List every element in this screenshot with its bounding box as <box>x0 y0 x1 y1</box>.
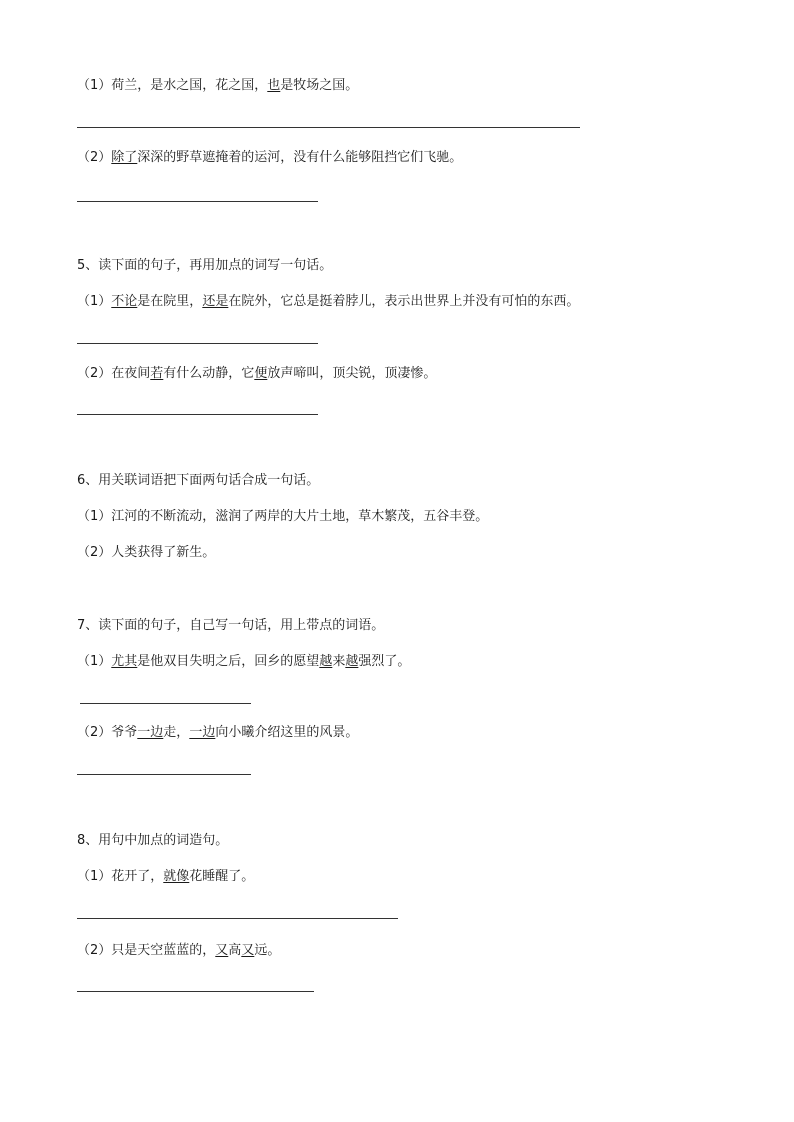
sentence-1-2: （2）除了深深的野草遮掩着的运河，没有什么能够阻挡它们飞驰。 <box>77 150 463 165</box>
answer-line[interactable] <box>77 991 314 992</box>
sentence-7-2: （2）爷爷一边走，一边向小曦介绍这里的风景。 <box>77 725 359 740</box>
marked-word: 越 <box>319 654 333 669</box>
question-6-heading: 6、用关联词语把下面两句话合成一句话。 <box>77 473 320 488</box>
marked-word: 便 <box>254 366 268 381</box>
answer-line[interactable] <box>77 918 398 919</box>
question-5-heading: 5、读下面的句子，再用加点的词写一句话。 <box>77 258 333 273</box>
sentence-1-1: （1）荷兰，是水之国，花之国，也是牧场之国。 <box>77 78 359 93</box>
sentence-6-1: （1）江河的不断流动，滋润了两岸的大片土地，草木繁茂，五谷丰登。 <box>77 509 489 524</box>
marked-word: 一边 <box>189 725 216 740</box>
question-8-heading: 8、用句中加点的词造句。 <box>77 833 229 848</box>
marked-word: 越 <box>345 654 359 669</box>
marked-word: 不论 <box>111 294 138 309</box>
sentence-8-1: （1）花开了，就像花睡醒了。 <box>77 869 255 884</box>
sentence-7-1: （1）尤其是他双目失明之后，回乡的愿望越来越强烈了。 <box>77 654 411 669</box>
marked-word: 尤其 <box>111 654 138 669</box>
marked-word: 又 <box>241 943 255 958</box>
answer-line[interactable] <box>77 201 318 202</box>
marked-word: 一边 <box>137 725 164 740</box>
question-7-heading: 7、读下面的句子，自己写一句话，用上带点的词语。 <box>77 618 385 633</box>
marked-word: 若 <box>150 366 164 381</box>
marked-word: 也 <box>267 78 281 93</box>
sentence-6-2: （2）人类获得了新生。 <box>77 545 216 560</box>
answer-line[interactable] <box>80 703 251 704</box>
sentence-5-2: （2）在夜间若有什么动静，它便放声啼叫，顶尖锐，顶凄惨。 <box>77 366 437 381</box>
answer-line[interactable] <box>77 774 251 775</box>
sentence-8-2: （2）只是天空蓝蓝的，又高又远。 <box>77 943 281 958</box>
marked-word: 就像 <box>163 869 190 884</box>
answer-line[interactable] <box>77 414 318 415</box>
marked-word: 又 <box>215 943 229 958</box>
answer-line[interactable] <box>77 127 580 128</box>
marked-word: 还是 <box>202 294 229 309</box>
sentence-5-1: （1）不论是在院里，还是在院外，它总是挺着脖儿，表示出世界上并没有可怕的东西。 <box>77 294 580 309</box>
marked-word: 除了 <box>111 150 138 165</box>
answer-line[interactable] <box>77 343 318 344</box>
